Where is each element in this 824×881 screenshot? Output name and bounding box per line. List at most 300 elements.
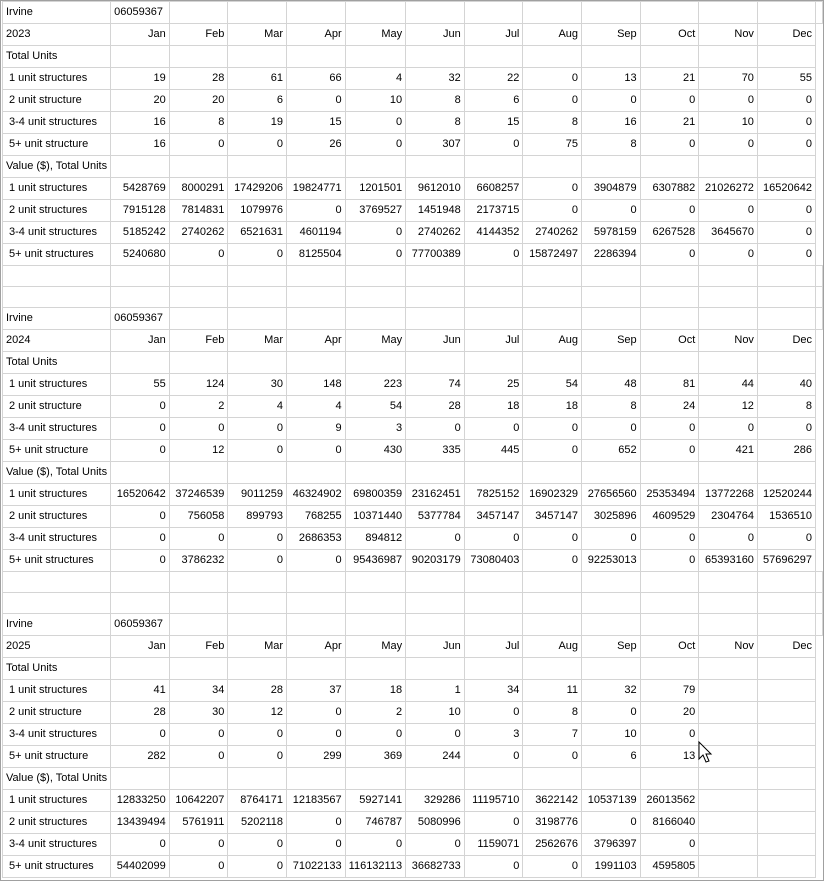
empty-cell[interactable] <box>228 287 287 308</box>
empty-cell[interactable] <box>287 46 346 68</box>
value-cell[interactable]: 6 <box>582 746 641 768</box>
value-cell[interactable]: 0 <box>640 550 699 572</box>
empty-cell[interactable] <box>640 46 699 68</box>
value-cell[interactable]: 0 <box>757 222 815 244</box>
value-cell[interactable] <box>757 834 815 856</box>
month-header-cell[interactable]: Apr <box>287 636 346 658</box>
row-label-cell[interactable]: 2 unit structure <box>3 396 111 418</box>
month-header-cell[interactable]: Feb <box>169 330 228 352</box>
empty-cell[interactable] <box>582 658 641 680</box>
row-label-cell[interactable]: 3-4 unit structures <box>3 528 111 550</box>
empty-cell[interactable] <box>345 287 405 308</box>
value-cell[interactable]: 1079976 <box>228 200 287 222</box>
value-cell[interactable]: 11195710 <box>464 790 523 812</box>
value-cell[interactable]: 0 <box>699 418 758 440</box>
value-cell[interactable]: 0 <box>757 90 815 112</box>
value-cell[interactable]: 6307882 <box>640 178 699 200</box>
value-cell[interactable]: 90203179 <box>406 550 465 572</box>
row-label-cell[interactable]: 5+ unit structures <box>3 856 111 878</box>
value-cell[interactable]: 7 <box>523 724 582 746</box>
place-code-cell[interactable]: 06059367 <box>111 308 170 330</box>
month-header-cell[interactable]: Sep <box>582 330 641 352</box>
empty-cell[interactable] <box>228 156 287 178</box>
value-cell[interactable] <box>757 812 815 834</box>
value-cell[interactable]: 756058 <box>169 506 228 528</box>
value-cell[interactable]: 15 <box>464 112 523 134</box>
value-cell[interactable]: 329286 <box>406 790 465 812</box>
value-cell[interactable]: 0 <box>345 724 405 746</box>
value-cell[interactable]: 4144352 <box>464 222 523 244</box>
empty-cell[interactable] <box>640 768 699 790</box>
value-cell[interactable]: 0 <box>464 418 523 440</box>
empty-cell[interactable] <box>169 46 228 68</box>
value-cell[interactable]: 13439494 <box>111 812 170 834</box>
value-cell[interactable]: 11 <box>523 680 582 702</box>
empty-cell[interactable] <box>757 352 815 374</box>
value-cell[interactable]: 8 <box>523 112 582 134</box>
value-cell[interactable]: 66 <box>287 68 346 90</box>
month-header-cell[interactable]: Dec <box>757 24 815 46</box>
empty-cell[interactable] <box>406 462 465 484</box>
empty-cell[interactable] <box>699 308 758 330</box>
value-cell[interactable]: 55 <box>111 374 170 396</box>
value-cell[interactable]: 148 <box>287 374 346 396</box>
value-cell[interactable]: 27656560 <box>582 484 641 506</box>
value-cell[interactable]: 15872497 <box>523 244 582 266</box>
month-header-cell[interactable]: Dec <box>757 330 815 352</box>
value-cell[interactable]: 0 <box>464 856 523 878</box>
empty-cell[interactable] <box>582 462 641 484</box>
month-header-cell[interactable]: Jun <box>406 24 465 46</box>
value-cell[interactable]: 24 <box>640 396 699 418</box>
month-header-cell[interactable]: Feb <box>169 636 228 658</box>
value-cell[interactable]: 430 <box>345 440 405 462</box>
place-name-cell[interactable]: Irvine <box>3 308 111 330</box>
empty-cell[interactable] <box>699 2 758 24</box>
value-cell[interactable]: 10 <box>406 702 465 724</box>
value-cell[interactable]: 0 <box>464 244 523 266</box>
empty-cell[interactable] <box>582 156 641 178</box>
value-cell[interactable]: 0 <box>464 702 523 724</box>
value-cell[interactable]: 0 <box>582 418 641 440</box>
empty-cell[interactable] <box>640 658 699 680</box>
value-cell[interactable]: 4 <box>345 68 405 90</box>
value-cell[interactable]: 6 <box>464 90 523 112</box>
empty-cell[interactable] <box>816 2 823 24</box>
value-cell[interactable]: 6608257 <box>464 178 523 200</box>
empty-cell[interactable] <box>582 2 641 24</box>
empty-cell[interactable] <box>757 266 815 287</box>
empty-cell[interactable] <box>287 308 346 330</box>
empty-cell[interactable] <box>406 156 465 178</box>
month-header-cell[interactable]: Aug <box>523 24 582 46</box>
value-cell[interactable]: 16 <box>111 112 170 134</box>
empty-cell[interactable] <box>406 572 465 593</box>
section-title-cell[interactable]: Total Units <box>3 352 111 374</box>
empty-cell[interactable] <box>228 266 287 287</box>
value-cell[interactable]: 79 <box>640 680 699 702</box>
value-cell[interactable]: 0 <box>228 856 287 878</box>
value-cell[interactable]: 12 <box>699 396 758 418</box>
empty-cell[interactable] <box>464 308 523 330</box>
empty-cell[interactable] <box>757 287 815 308</box>
value-cell[interactable]: 0 <box>111 440 170 462</box>
month-header-cell[interactable]: Mar <box>228 636 287 658</box>
empty-cell[interactable] <box>464 768 523 790</box>
row-label-cell[interactable]: 5+ unit structures <box>3 244 111 266</box>
value-cell[interactable]: 0 <box>523 200 582 222</box>
value-cell[interactable]: 0 <box>345 222 405 244</box>
empty-cell[interactable] <box>699 572 758 593</box>
place-name-cell[interactable]: Irvine <box>3 614 111 636</box>
value-cell[interactable]: 8 <box>757 396 815 418</box>
value-cell[interactable]: 307 <box>406 134 465 156</box>
value-cell[interactable]: 34 <box>169 680 228 702</box>
month-header-cell[interactable]: Jul <box>464 636 523 658</box>
value-cell[interactable]: 652 <box>582 440 641 462</box>
value-cell[interactable]: 10537139 <box>582 790 641 812</box>
section-title-cell[interactable]: Total Units <box>3 658 111 680</box>
value-cell[interactable]: 282 <box>111 746 170 768</box>
empty-cell[interactable] <box>111 593 170 614</box>
value-cell[interactable]: 13772268 <box>699 484 758 506</box>
row-label-cell[interactable]: 5+ unit structure <box>3 440 111 462</box>
value-cell[interactable]: 16520642 <box>757 178 815 200</box>
empty-cell[interactable] <box>699 593 758 614</box>
empty-cell[interactable] <box>757 768 815 790</box>
value-cell[interactable]: 0 <box>169 746 228 768</box>
value-cell[interactable]: 3025896 <box>582 506 641 528</box>
value-cell[interactable]: 0 <box>640 90 699 112</box>
value-cell[interactable]: 0 <box>464 812 523 834</box>
value-cell[interactable]: 25353494 <box>640 484 699 506</box>
empty-cell[interactable] <box>111 287 170 308</box>
empty-cell[interactable] <box>169 658 228 680</box>
value-cell[interactable]: 0 <box>228 418 287 440</box>
value-cell[interactable]: 0 <box>582 528 641 550</box>
empty-cell[interactable] <box>582 614 641 636</box>
empty-cell[interactable] <box>757 2 815 24</box>
value-cell[interactable]: 0 <box>228 550 287 572</box>
value-cell[interactable] <box>699 680 758 702</box>
value-cell[interactable]: 0 <box>169 856 228 878</box>
empty-cell[interactable] <box>523 308 582 330</box>
value-cell[interactable]: 3645670 <box>699 222 758 244</box>
empty-cell[interactable] <box>699 352 758 374</box>
value-cell[interactable]: 0 <box>287 90 346 112</box>
empty-cell[interactable] <box>464 287 523 308</box>
value-cell[interactable]: 20 <box>111 90 170 112</box>
value-cell[interactable]: 0 <box>111 418 170 440</box>
value-cell[interactable]: 0 <box>169 244 228 266</box>
empty-cell[interactable] <box>582 46 641 68</box>
empty-cell[interactable] <box>640 352 699 374</box>
value-cell[interactable]: 10 <box>699 112 758 134</box>
empty-cell[interactable] <box>699 46 758 68</box>
value-cell[interactable]: 2 <box>345 702 405 724</box>
empty-cell[interactable] <box>169 593 228 614</box>
value-cell[interactable]: 5202118 <box>228 812 287 834</box>
empty-cell[interactable] <box>757 462 815 484</box>
month-header-cell[interactable]: Mar <box>228 330 287 352</box>
empty-cell[interactable] <box>699 658 758 680</box>
month-header-cell[interactable]: Jan <box>111 636 170 658</box>
value-cell[interactable]: 894812 <box>345 528 405 550</box>
empty-cell[interactable] <box>640 462 699 484</box>
empty-cell[interactable] <box>228 768 287 790</box>
value-cell[interactable]: 0 <box>111 528 170 550</box>
value-cell[interactable]: 16902329 <box>523 484 582 506</box>
empty-cell[interactable] <box>523 2 582 24</box>
value-cell[interactable] <box>757 702 815 724</box>
value-cell[interactable]: 0 <box>111 396 170 418</box>
empty-cell[interactable] <box>523 572 582 593</box>
empty-cell[interactable] <box>287 266 346 287</box>
value-cell[interactable]: 37246539 <box>169 484 228 506</box>
value-cell[interactable]: 0 <box>523 68 582 90</box>
empty-cell[interactable] <box>816 593 823 614</box>
value-cell[interactable]: 2304764 <box>699 506 758 528</box>
value-cell[interactable]: 92253013 <box>582 550 641 572</box>
value-cell[interactable]: 7814831 <box>169 200 228 222</box>
value-cell[interactable] <box>757 790 815 812</box>
value-cell[interactable]: 0 <box>757 244 815 266</box>
row-label-cell[interactable]: 5+ unit structures <box>3 550 111 572</box>
month-header-cell[interactable]: Oct <box>640 636 699 658</box>
value-cell[interactable]: 0 <box>406 528 465 550</box>
empty-cell[interactable] <box>345 593 405 614</box>
value-cell[interactable]: 0 <box>523 178 582 200</box>
empty-cell[interactable] <box>464 572 523 593</box>
value-cell[interactable]: 1 <box>406 680 465 702</box>
empty-cell[interactable] <box>111 352 170 374</box>
value-cell[interactable]: 0 <box>582 200 641 222</box>
value-cell[interactable]: 0 <box>111 506 170 528</box>
value-cell[interactable]: 3 <box>345 418 405 440</box>
value-cell[interactable]: 0 <box>111 724 170 746</box>
value-cell[interactable]: 36682733 <box>406 856 465 878</box>
row-label-cell[interactable]: 5+ unit structure <box>3 134 111 156</box>
empty-cell[interactable] <box>523 462 582 484</box>
value-cell[interactable]: 0 <box>111 550 170 572</box>
value-cell[interactable]: 8 <box>523 702 582 724</box>
value-cell[interactable]: 26 <box>287 134 346 156</box>
value-cell[interactable]: 768255 <box>287 506 346 528</box>
empty-cell[interactable] <box>228 462 287 484</box>
empty-cell[interactable] <box>640 593 699 614</box>
empty-cell[interactable] <box>228 658 287 680</box>
empty-cell[interactable] <box>464 593 523 614</box>
value-cell[interactable]: 5761911 <box>169 812 228 834</box>
value-cell[interactable]: 9 <box>287 418 346 440</box>
value-cell[interactable]: 12 <box>169 440 228 462</box>
value-cell[interactable]: 74 <box>406 374 465 396</box>
value-cell[interactable]: 28 <box>228 680 287 702</box>
value-cell[interactable]: 54402099 <box>111 856 170 878</box>
empty-cell[interactable] <box>228 46 287 68</box>
empty-cell[interactable] <box>169 614 228 636</box>
empty-cell[interactable] <box>287 658 346 680</box>
place-name-cell[interactable]: Irvine <box>3 2 111 24</box>
value-cell[interactable]: 20 <box>640 702 699 724</box>
value-cell[interactable]: 32 <box>406 68 465 90</box>
row-label-cell[interactable]: 1 unit structures <box>3 484 111 506</box>
empty-cell[interactable] <box>757 658 815 680</box>
value-cell[interactable] <box>699 856 758 878</box>
value-cell[interactable]: 73080403 <box>464 550 523 572</box>
value-cell[interactable]: 6521631 <box>228 222 287 244</box>
value-cell[interactable]: 9011259 <box>228 484 287 506</box>
empty-cell[interactable] <box>228 308 287 330</box>
place-code-cell[interactable]: 06059367 <box>111 2 170 24</box>
empty-cell[interactable] <box>345 614 405 636</box>
value-cell[interactable]: 44 <box>699 374 758 396</box>
empty-cell[interactable] <box>406 287 465 308</box>
value-cell[interactable]: 61 <box>228 68 287 90</box>
empty-cell[interactable] <box>757 308 815 330</box>
empty-cell[interactable] <box>287 156 346 178</box>
empty-cell[interactable] <box>523 352 582 374</box>
value-cell[interactable]: 1159071 <box>464 834 523 856</box>
section-title-cell[interactable]: Value ($), Total Units <box>3 768 111 790</box>
empty-cell[interactable] <box>523 768 582 790</box>
empty-cell[interactable] <box>699 462 758 484</box>
empty-cell[interactable] <box>287 287 346 308</box>
row-label-cell[interactable]: 3-4 unit structures <box>3 724 111 746</box>
value-cell[interactable]: 41 <box>111 680 170 702</box>
value-cell[interactable]: 0 <box>169 418 228 440</box>
value-cell[interactable]: 6 <box>228 90 287 112</box>
empty-cell[interactable] <box>406 352 465 374</box>
value-cell[interactable]: 0 <box>406 418 465 440</box>
value-cell[interactable]: 2686353 <box>287 528 346 550</box>
value-cell[interactable]: 0 <box>169 528 228 550</box>
month-header-cell[interactable]: Apr <box>287 24 346 46</box>
value-cell[interactable]: 2740262 <box>406 222 465 244</box>
value-cell[interactable] <box>699 702 758 724</box>
month-header-cell[interactable]: Jun <box>406 636 465 658</box>
value-cell[interactable]: 2 <box>169 396 228 418</box>
value-cell[interactable] <box>699 812 758 834</box>
month-header-cell[interactable]: Nov <box>699 330 758 352</box>
empty-cell[interactable] <box>816 266 823 287</box>
row-label-cell[interactable]: 1 unit structures <box>3 178 111 200</box>
value-cell[interactable]: 0 <box>699 90 758 112</box>
value-cell[interactable]: 8 <box>406 90 465 112</box>
value-cell[interactable]: 0 <box>345 134 405 156</box>
empty-cell[interactable] <box>699 266 758 287</box>
value-cell[interactable]: 16 <box>111 134 170 156</box>
value-cell[interactable]: 5927141 <box>345 790 405 812</box>
value-cell[interactable]: 10 <box>582 724 641 746</box>
value-cell[interactable]: 13 <box>582 68 641 90</box>
value-cell[interactable]: 1536510 <box>757 506 815 528</box>
row-label-cell[interactable]: 2 unit structures <box>3 200 111 222</box>
value-cell[interactable] <box>699 790 758 812</box>
value-cell[interactable]: 5185242 <box>111 222 170 244</box>
value-cell[interactable]: 4609529 <box>640 506 699 528</box>
value-cell[interactable]: 5377784 <box>406 506 465 528</box>
row-label-cell[interactable]: 2 unit structures <box>3 812 111 834</box>
value-cell[interactable]: 21 <box>640 68 699 90</box>
empty-cell[interactable] <box>287 352 346 374</box>
value-cell[interactable]: 3796397 <box>582 834 641 856</box>
empty-cell[interactable] <box>287 614 346 636</box>
value-cell[interactable]: 0 <box>640 244 699 266</box>
empty-cell[interactable] <box>406 768 465 790</box>
value-cell[interactable]: 0 <box>640 134 699 156</box>
value-cell[interactable]: 0 <box>699 528 758 550</box>
value-cell[interactable]: 19 <box>111 68 170 90</box>
value-cell[interactable]: 21026272 <box>699 178 758 200</box>
value-cell[interactable]: 0 <box>287 834 346 856</box>
value-cell[interactable]: 3622142 <box>523 790 582 812</box>
value-cell[interactable]: 40 <box>757 374 815 396</box>
empty-cell[interactable] <box>345 658 405 680</box>
value-cell[interactable]: 5428769 <box>111 178 170 200</box>
empty-cell[interactable] <box>345 462 405 484</box>
row-label-cell[interactable]: 1 unit structures <box>3 680 111 702</box>
value-cell[interactable]: 18 <box>464 396 523 418</box>
value-cell[interactable]: 2286394 <box>582 244 641 266</box>
value-cell[interactable]: 1991103 <box>582 856 641 878</box>
row-label-cell[interactable]: 2 unit structures <box>3 506 111 528</box>
empty-cell[interactable] <box>287 2 346 24</box>
row-label-cell[interactable]: 3-4 unit structures <box>3 112 111 134</box>
value-cell[interactable]: 3457147 <box>523 506 582 528</box>
empty-cell[interactable] <box>523 287 582 308</box>
month-header-cell[interactable]: Jul <box>464 24 523 46</box>
value-cell[interactable]: 0 <box>228 244 287 266</box>
value-cell[interactable]: 4595805 <box>640 856 699 878</box>
value-cell[interactable]: 32 <box>582 680 641 702</box>
value-cell[interactable]: 0 <box>228 834 287 856</box>
empty-cell[interactable] <box>757 46 815 68</box>
empty-cell[interactable] <box>3 572 111 593</box>
empty-cell[interactable] <box>816 572 823 593</box>
month-header-cell[interactable]: May <box>345 24 405 46</box>
value-cell[interactable]: 0 <box>757 134 815 156</box>
empty-cell[interactable] <box>3 287 111 308</box>
month-header-cell[interactable]: May <box>345 636 405 658</box>
value-cell[interactable]: 16 <box>582 112 641 134</box>
value-cell[interactable]: 223 <box>345 374 405 396</box>
empty-cell[interactable] <box>523 614 582 636</box>
value-cell[interactable]: 124 <box>169 374 228 396</box>
empty-cell[interactable] <box>3 266 111 287</box>
value-cell[interactable]: 0 <box>287 550 346 572</box>
empty-cell[interactable] <box>464 658 523 680</box>
empty-cell[interactable] <box>640 614 699 636</box>
month-header-cell[interactable]: Sep <box>582 636 641 658</box>
row-label-cell[interactable]: 1 unit structures <box>3 68 111 90</box>
month-header-cell[interactable]: Mar <box>228 24 287 46</box>
value-cell[interactable]: 69800359 <box>345 484 405 506</box>
value-cell[interactable]: 20 <box>169 90 228 112</box>
empty-cell[interactable] <box>345 768 405 790</box>
value-cell[interactable]: 899793 <box>228 506 287 528</box>
empty-cell[interactable] <box>464 352 523 374</box>
empty-cell[interactable] <box>169 768 228 790</box>
month-header-cell[interactable]: Aug <box>523 330 582 352</box>
month-header-cell[interactable]: Sep <box>582 24 641 46</box>
value-cell[interactable]: 0 <box>228 134 287 156</box>
empty-cell[interactable] <box>523 156 582 178</box>
value-cell[interactable]: 0 <box>287 702 346 724</box>
month-header-cell[interactable]: Nov <box>699 24 758 46</box>
empty-cell[interactable] <box>169 308 228 330</box>
value-cell[interactable]: 421 <box>699 440 758 462</box>
